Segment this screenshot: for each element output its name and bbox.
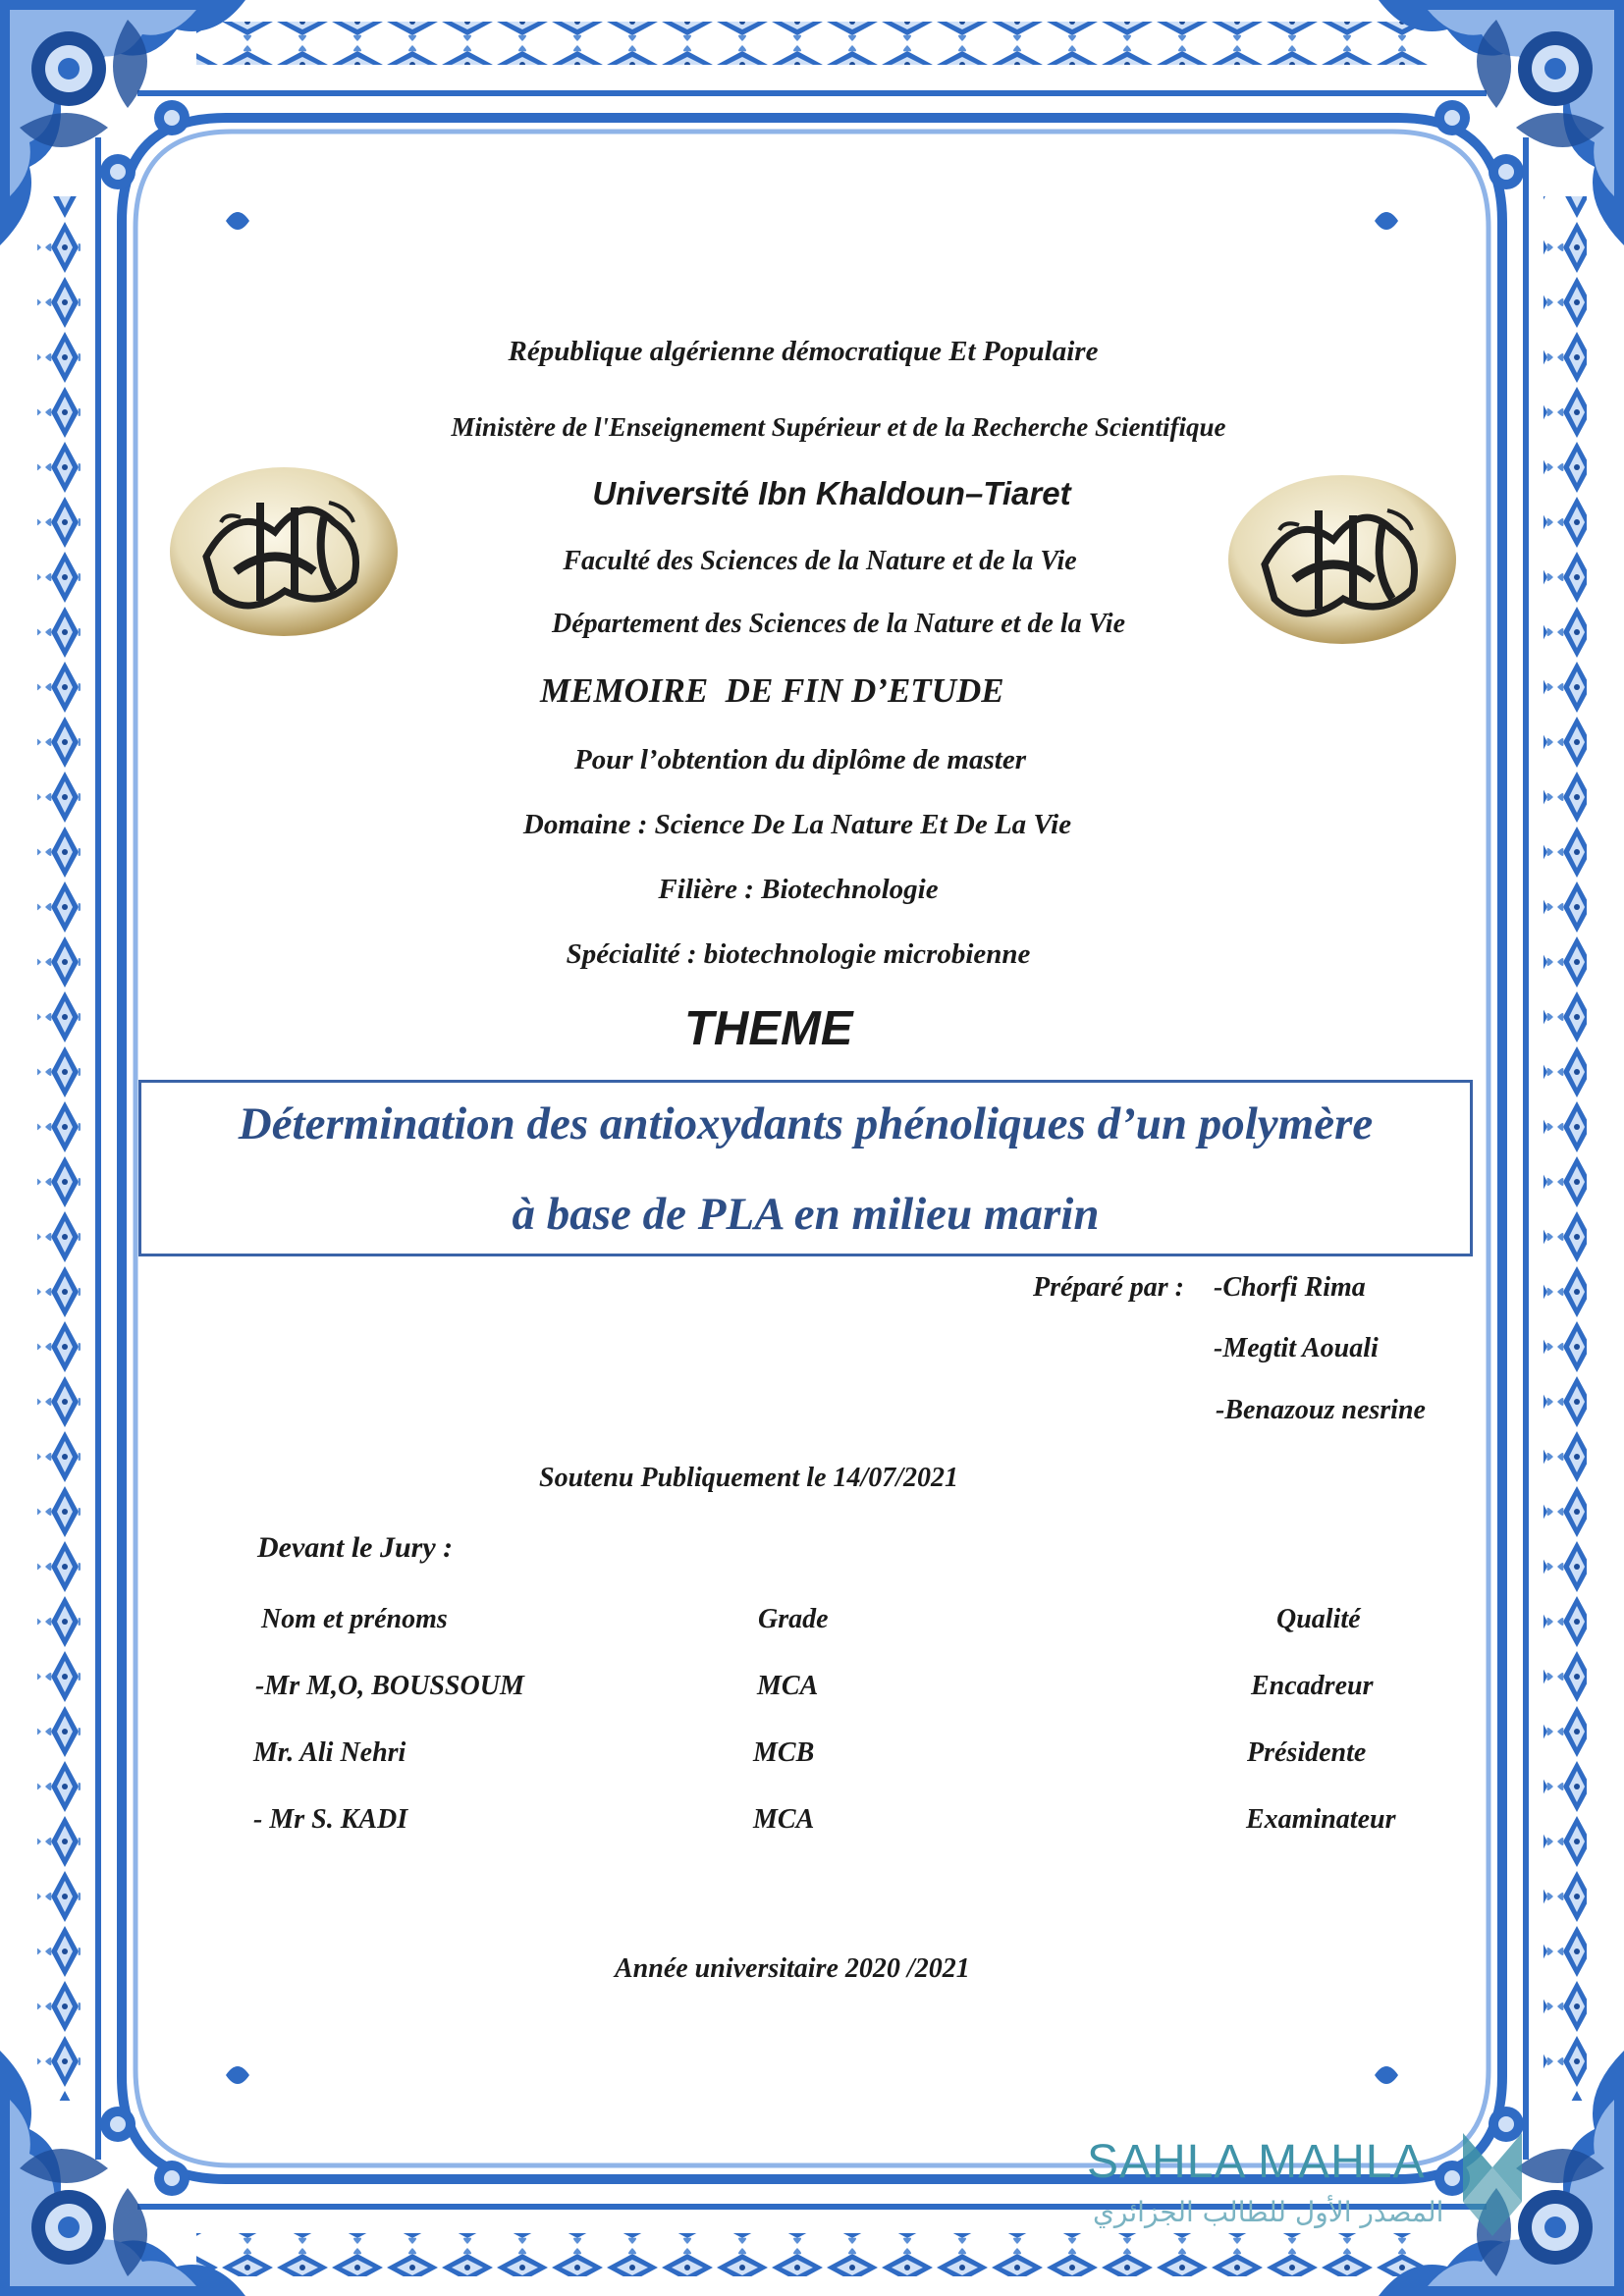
jury-row-2-quality: Présidente <box>1247 1737 1367 1768</box>
degree-purpose: Pour l’obtention du diplôme de master <box>574 744 1026 775</box>
domain-line: Domaine : Science De La Nature Et De La Vie <box>522 809 1072 840</box>
author-2: -Megtit Aouali <box>1214 1333 1379 1363</box>
jury-row-2-name: Mr. Ali Nehri <box>253 1737 406 1768</box>
memoire-title: MEMOIRE DE FIN D’ETUDE <box>540 671 1004 710</box>
watermark-tagline: المصدر الأول للطالب الجزائري <box>1093 2196 1444 2228</box>
prepared-by-label: Préparé par : <box>1033 1272 1184 1303</box>
academic-year: Année universitaire 2020 /2021 <box>615 1953 970 1984</box>
sahla-mahla-watermark <box>1085 2135 1576 2282</box>
jury-row-3-quality: Examinateur <box>1246 1804 1396 1835</box>
theme-label: THEME <box>684 1002 853 1055</box>
jury-row-1-grade: MCA <box>757 1671 819 1701</box>
jury-row-2-grade: MCB <box>753 1737 815 1768</box>
university-name: Université Ibn Khaldoun–Tiaret <box>592 475 1071 511</box>
jury-title: Devant le Jury : <box>257 1531 454 1564</box>
jury-header-grade: Grade <box>758 1604 829 1634</box>
jury-row-1-quality: Encadreur <box>1251 1671 1374 1701</box>
jury-header-quality: Qualité <box>1276 1604 1361 1634</box>
jury-row-3-grade: MCA <box>753 1804 815 1835</box>
filiere-line: Filière : Biotechnologie <box>658 874 939 905</box>
faculty-name: Faculté des Sciences de la Nature et de la Vie <box>563 546 1077 576</box>
theme-title-line2: à base de PLA en milieu marin <box>512 1189 1100 1240</box>
theme-title-line1: Détermination des antioxydants phénoliques d’un polymère <box>238 1098 1374 1149</box>
author-3: -Benazouz nesrine <box>1216 1395 1426 1425</box>
ministry-heading: Ministère de l'Enseignement Supérieur et de la Recherche Scientifique <box>451 412 1226 442</box>
specialite-line: Spécialité : biotechnologie microbienne <box>566 938 1031 970</box>
jury-header-name: Nom et prénoms <box>261 1604 448 1634</box>
author-1: -Chorfi Rima <box>1214 1272 1366 1303</box>
watermark-brand: SAHLA MAHLA <box>1087 2136 1426 2188</box>
sahla-mahla-emblem-icon <box>1434 2123 1551 2251</box>
jury-row-1-name: -Mr M,O, BOUSSOUM <box>255 1671 524 1701</box>
defense-date: Soutenu Publiquement le 14/07/2021 <box>539 1463 959 1493</box>
jury-row-3-name: - Mr S. KADI <box>253 1804 408 1835</box>
department-name: Département des Sciences de la Nature et de la Vie <box>551 609 1126 639</box>
republic-heading: République algérienne démocratique Et Populaire <box>508 336 1099 367</box>
